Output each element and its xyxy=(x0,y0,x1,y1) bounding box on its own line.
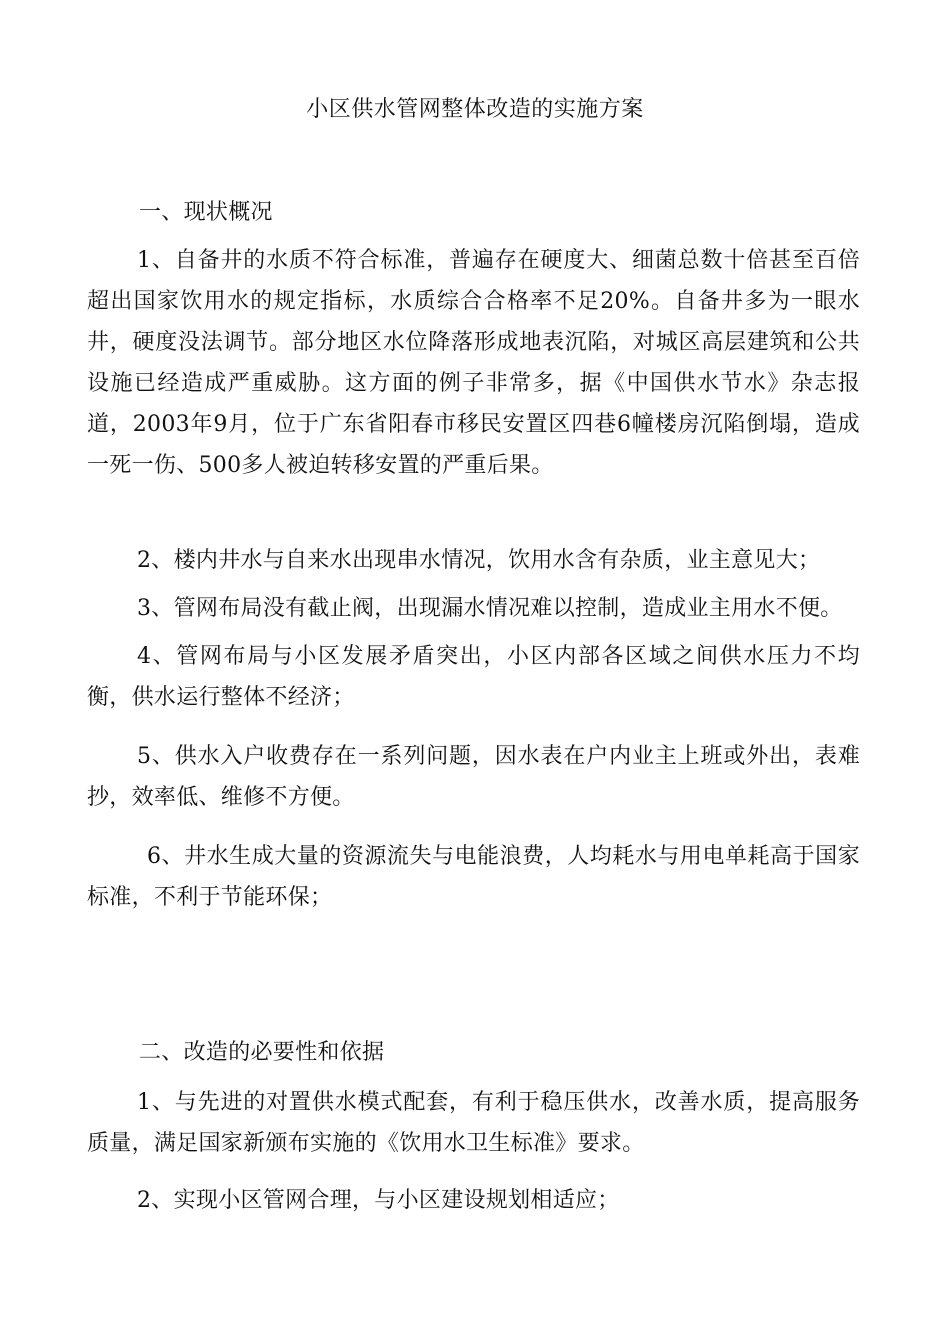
section-2-item-1: 1、与先进的对置供水模式配套，有利于稳压供水，改善水质，提高服务质量，满足国家新颁布实施的《饮用水卫生标准》要求。 xyxy=(87,1090,860,1156)
section-1-item-5: 5、供水入户收费存在一系列问题，因水表在户内业主上班或外出，表难抄，效率低、维修不方便。 xyxy=(87,744,860,810)
section-1-item-2: 2、楼内井水与自来水出现串水情况，饮用水含有杂质，业主意见大； xyxy=(137,548,821,573)
section-1-item-4: 4、管网布局与小区发展矛盾突出，小区内部各区域之间供水压力不均衡，供水运行整体不经济； xyxy=(87,644,860,710)
section-1-item-3: 3、管网布局没有截止阀，出现漏水情况难以控制，造成业主用水不便。 xyxy=(137,596,843,621)
document-title: 小区供水管网整体改造的实施方案 xyxy=(306,97,644,122)
section-1-item-6: 6、井水生成大量的资源流失与电能浪费，人均耗水与用电单耗高于国家标准，不利于节能环保； xyxy=(87,844,860,910)
section-1-heading: 一、现状概况 xyxy=(139,200,273,225)
section-1-item-1: 1、自备井的水质不符合标准，普遍存在硬度大、细菌总数十倍甚至百倍超出国家饮用水的规定指标，水质综合合格率不足20%。自备井多为一眼水井，硬度没法调节。部分地区水位降落形成地表沉陷，对城区高层建筑和公共设施已经造成严重威胁。这方面的例子非常多，据《中国供水节水》杂志报道，2003年9月，位于广东省阳春市移民安置区四巷6幢楼房沉陷倒塌，造成一死一伤、500多人被迫转移安置的严重后果。 xyxy=(87,248,860,478)
section-2-heading: 二、改造的必要性和依据 xyxy=(139,1040,385,1065)
section-2-item-2: 2、实现小区管网合理，与小区建设规划相适应； xyxy=(137,1188,620,1213)
